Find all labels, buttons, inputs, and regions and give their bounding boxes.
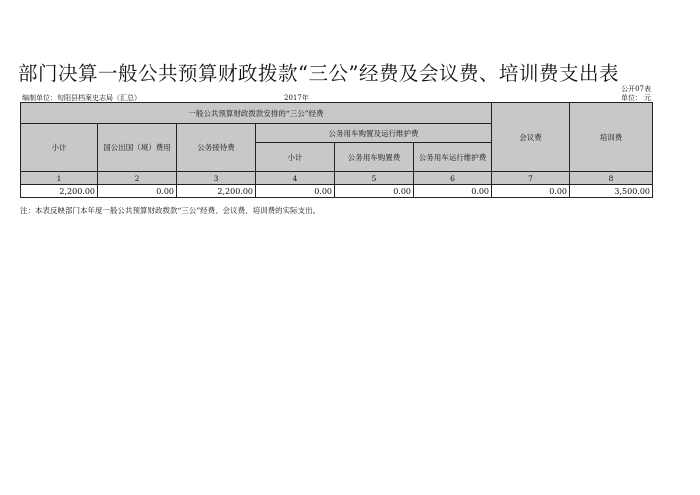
value-meeting: 0.00: [492, 185, 570, 198]
vehicle-group-header: 公务用车购置及运行维护费: [256, 124, 492, 143]
header-vehicle-purchase: 公务用车购置费: [335, 143, 414, 172]
index-cell: 2: [98, 172, 177, 185]
footnote: 注：本表反映部门本年度一般公共预算财政拨款“三公”经费、会议费、培训费的实际支出。: [20, 206, 321, 215]
header-subtotal: 小计: [21, 124, 98, 172]
header-vehicle-subtotal: 小计: [256, 143, 335, 172]
index-cell: 7: [492, 172, 570, 185]
header-reception: 公务接待费: [177, 124, 256, 172]
unit-value: 元: [644, 94, 651, 102]
value-subtotal: 2,200.00: [21, 185, 98, 198]
unit-label: 单位：: [621, 94, 642, 102]
page-title: 部门决算一般公共预算财政拨款“三公”经费及会议费、培训费支出表: [18, 62, 619, 85]
header-row-1: [21, 103, 653, 124]
data-row: [21, 185, 653, 198]
index-cell: 4: [256, 172, 335, 185]
three-public-header: 一般公共预算财政拨款安排的“三公”经费: [21, 103, 492, 124]
expenditure-table: [20, 102, 653, 198]
index-cell: 6: [414, 172, 492, 185]
index-cell: 5: [335, 172, 414, 185]
form-code: 公开07表: [621, 85, 651, 93]
value-reception: 2,200.00: [177, 185, 256, 198]
index-row: [21, 172, 653, 185]
value-vehicle-operation: 0.00: [414, 185, 492, 198]
value-training: 3,500.00: [570, 185, 653, 198]
value-abroad: 0.00: [98, 185, 177, 198]
header-meeting: 会议费: [492, 103, 570, 172]
value-vehicle-purchase: 0.00: [335, 185, 414, 198]
compiling-unit: 编制单位：旬阳县档案史志局（汇总）: [22, 94, 141, 102]
header-training: 培训费: [570, 103, 653, 172]
header-vehicle-operation: 公务用车运行维护费: [414, 143, 492, 172]
report-year: 2017年: [284, 94, 309, 102]
index-cell: 8: [570, 172, 653, 185]
index-cell: 1: [21, 172, 98, 185]
index-cell: 3: [177, 172, 256, 185]
value-vehicle-subtotal: 0.00: [256, 185, 335, 198]
header-abroad: 国公出国（境）费用: [98, 124, 177, 172]
